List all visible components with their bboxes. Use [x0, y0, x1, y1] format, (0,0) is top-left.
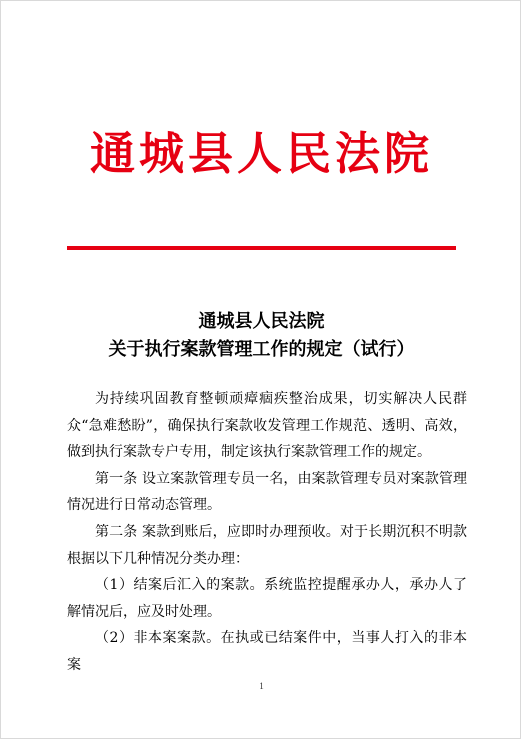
- body-paragraph-intro: 为持续巩固教育整顿顽瘴痼疾整治成果，切实解决人民群众“急难愁盼”，确保执行案款收发管理工作规范、透明、高效，做到执行案款专户专用，制定该执行案款管理工作的规定。: [67, 391, 467, 461]
- document-body: [67, 386, 467, 679]
- body-paragraph-article-1: 第一条 设立案款管理专员一名，由案款管理专员对案款管理情况进行日常动态管理。: [67, 470, 467, 514]
- body-paragraph-article-2: 第二条 案款到账后，应即时办理预收。对于长期沉积不明款根据以下几种情况分类办理：: [67, 523, 467, 567]
- masthead-org-name: 通城县人民法院: [89, 127, 433, 180]
- document-title-line-1: 通城县人民法院: [198, 311, 325, 332]
- body-paragraph-item-2: （2）非本案案款。在执或已结案件中，当事人打入的非本案: [67, 630, 467, 673]
- page-number: 1: [259, 681, 264, 691]
- body-paragraph-item-1: （1）结案后汇入的案款。系统监控提醒承办人，承办人了解情况后，应及时处理。: [67, 577, 467, 620]
- red-divider-line: [67, 246, 456, 250]
- document-title-line-2: 关于执行案款管理工作的规定（试行）: [108, 339, 415, 360]
